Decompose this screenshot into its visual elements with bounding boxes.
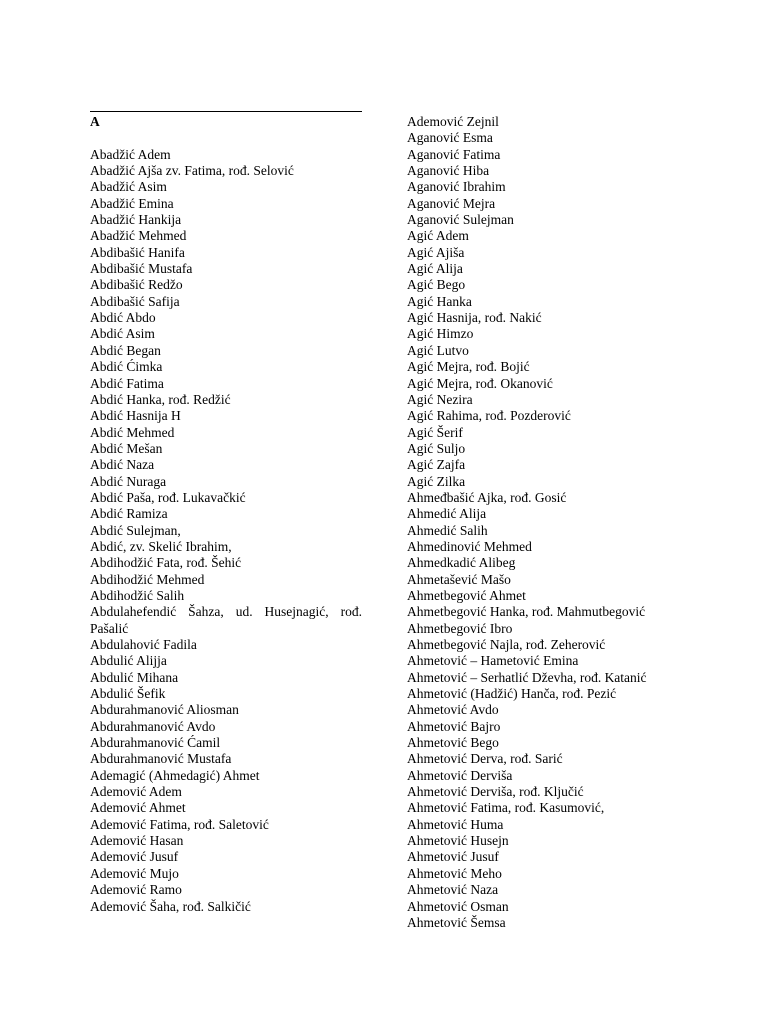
name-entry: Ahmetbegović Hanka, rođ. Mahmutbegović <box>407 604 646 620</box>
name-entry: Ahmedić Alija <box>407 506 487 522</box>
name-entry: Ahmetović Naza <box>407 882 499 898</box>
name-entry: Ahmetović Avdo <box>407 702 499 718</box>
name-entry: Agić Hasnija, rođ. Nakić <box>407 310 542 326</box>
name-entry: Abdić Abdo <box>90 310 156 326</box>
name-entry: Ademagić (Ahmedagić) Ahmet <box>90 767 260 783</box>
name-entry: Ahmetbegović Ibro <box>407 620 513 636</box>
name-entry: Abadžić Hankija <box>90 212 182 228</box>
name-entry: Abdihodžić Mehmed <box>90 571 205 587</box>
name-entry: Ahmetović – Serhatlić Dževha, rođ. Katanić <box>407 669 647 685</box>
name-entry: Abdić Ramiza <box>90 506 168 522</box>
name-entry: Agić Bego <box>407 277 466 293</box>
name-entry: Abadžić Asim <box>90 179 167 195</box>
name-entry: Aganović Ibrahim <box>407 179 506 195</box>
name-entry: Abdić Nuraga <box>90 473 167 489</box>
name-entry: Abdić Paša, rođ. Lukavačkić <box>90 489 246 505</box>
name-entry: Agić Lutvo <box>407 342 469 358</box>
name-entry: Abdić Asim <box>90 326 155 342</box>
name-entry: Ademović Hasan <box>90 833 184 849</box>
name-entry: Agić Šerif <box>407 424 463 440</box>
name-entry: Abdić Hanka, rođ. Redžić <box>90 391 231 407</box>
name-entry: Aganović Sulejman <box>407 212 514 228</box>
name-entry: Aganović Mejra <box>407 195 496 211</box>
name-entry: Abdurahmanović Aliosman <box>90 702 239 718</box>
section-spacer <box>90 130 362 146</box>
name-entry: Ademović Ahmet <box>90 800 186 816</box>
name-entry: Abdić Ćimka <box>90 359 163 375</box>
name-entry: Abdić Naza <box>90 457 155 473</box>
section-letter: A <box>90 114 100 129</box>
name-entry: Agić Himzo <box>407 326 474 342</box>
name-entry: Ademović Fatima, rođ. Saletović <box>90 816 269 832</box>
name-entry: Abdić Sulejman, <box>90 522 181 538</box>
name-entry: Ahmetović Fatima, rođ. Kasumović, <box>407 800 605 816</box>
name-entry: Ahmetović – Hametović Emina <box>407 653 579 669</box>
name-entry: Agić Adem <box>407 228 469 244</box>
right-column <box>407 114 707 931</box>
name-entry: Abdurahmanović Avdo <box>90 718 216 734</box>
name-entry: Ademović Ramo <box>90 882 182 898</box>
name-entry: Agić Mejra, rođ. Bojić <box>407 359 530 375</box>
name-entry: Abadžić Mehmed <box>90 228 187 244</box>
section-rule <box>90 111 362 112</box>
name-entry: Abdić Fatima <box>90 375 164 391</box>
name-entry: Ahmetović Derviša <box>407 767 513 783</box>
name-entry: Agić Zilka <box>407 473 466 489</box>
name-entry: Ahmetović Meho <box>407 865 502 881</box>
name-entry: Aganović Fatima <box>407 146 501 162</box>
name-entry: Aganović Hiba <box>407 163 490 179</box>
name-entry: Ahmetović Bego <box>407 735 499 751</box>
name-entry: Abdibašić Safija <box>90 293 180 309</box>
name-entry: Abdić Hasnija H <box>90 408 181 424</box>
name-entry: Abadžić Ajša zv. Fatima, rođ. Selović <box>90 163 294 179</box>
name-entry: Agić Suljo <box>407 440 466 456</box>
name-entry: Agić Alija <box>407 261 463 277</box>
name-entry: Ademović Jusuf <box>90 849 179 865</box>
name-entry: Agić Zajfa <box>407 457 466 473</box>
name-entry: Ahmetbegović Ahmet <box>407 587 526 603</box>
name-entry: Ahmetović Huma <box>407 816 504 832</box>
name-entry: Abdić, zv. Skelić Ibrahim, <box>90 538 232 554</box>
name-entry: Agić Nezira <box>407 391 473 407</box>
name-entry: Ahmetović Osman <box>407 898 509 914</box>
name-entry: Abdić Mehmed <box>90 424 175 440</box>
name-entry: Ahmetović Husejn <box>407 833 509 849</box>
name-entry: Abdić Mešan <box>90 440 163 456</box>
name-entry: Abadžić Adem <box>90 146 171 162</box>
name-entry: Ahmetović Derva, rođ. Sarić <box>407 751 563 767</box>
name-entry: Ahmetović Bajro <box>407 718 501 734</box>
name-entry: Aganović Esma <box>407 130 493 146</box>
name-entry: Abdulahefendić Šahza, ud. Husejnagić, rođ. Pašalić <box>90 604 362 636</box>
left-column <box>90 114 362 915</box>
name-entry: Abdibašić Hanifa <box>90 244 185 260</box>
name-entry: Agić Rahima, rođ. Pozderović <box>407 408 571 424</box>
name-entry: Ahmedić Salih <box>407 522 488 538</box>
name-entry: Agić Ajiša <box>407 244 465 260</box>
name-entry: Abdihodžić Salih <box>90 587 185 603</box>
name-entry: Ahmedinović Mehmed <box>407 538 532 554</box>
name-entry: Abdulić Šefik <box>90 686 166 702</box>
name-entry: Abdulahović Fadila <box>90 637 197 652</box>
name-entry: Ahmetbegović Najla, rođ. Zeherović <box>407 637 606 652</box>
name-entry: Abdurahmanović Ćamil <box>90 735 221 751</box>
name-entry: Ahmetović Derviša, rođ. Ključić <box>407 784 584 800</box>
name-entry: Ahmetović Šemsa <box>407 914 506 930</box>
name-entry: Ahmetašević Mašo <box>407 571 511 587</box>
name-entry: Abdulić Mihana <box>90 669 179 685</box>
name-entry: Abdihodžić Fata, rođ. Šehić <box>90 555 242 571</box>
name-entry: Ademović Zejnil <box>407 114 499 129</box>
name-entry: Ademović Adem <box>90 784 182 800</box>
name-entry: Ahmeđbašić Ajka, rođ. Gosić <box>407 489 567 505</box>
name-entry: Abdibašić Mustafa <box>90 261 193 277</box>
name-entry: Ademović Šaha, rođ. Salkičić <box>90 898 251 914</box>
name-entry: Abdulić Alijja <box>90 653 167 669</box>
name-entry: Ahmetović Jusuf <box>407 849 499 865</box>
name-entry: Abdibašić Redžo <box>90 277 183 293</box>
name-entry: Abadžić Emina <box>90 195 174 211</box>
name-entry: Agić Mejra, rođ. Okanović <box>407 375 553 391</box>
name-entry: Ahmedkadić Alibeg <box>407 555 516 571</box>
name-entry: Ademović Mujo <box>90 865 179 881</box>
name-entry: Abdurahmanović Mustafa <box>90 751 232 767</box>
name-entry: Abdić Began <box>90 342 161 358</box>
name-entry: Agić Hanka <box>407 293 472 309</box>
name-entry: Ahmetović (Hadžić) Hanča, rođ. Pezić <box>407 686 617 702</box>
